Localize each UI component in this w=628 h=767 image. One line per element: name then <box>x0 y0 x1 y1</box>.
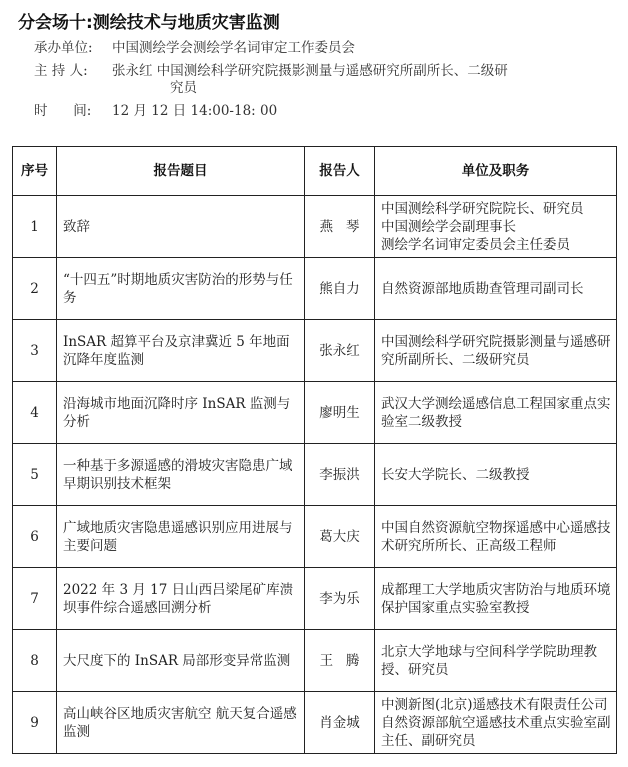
row-seq: 1 <box>13 196 57 258</box>
header-seq: 序号 <box>13 147 57 196</box>
row-seq: 7 <box>13 568 57 630</box>
table-row <box>13 568 617 630</box>
row-title: InSAR 超算平台及京津冀近 5 年地面沉降年度监测 <box>57 320 305 382</box>
row-seq: 4 <box>13 382 57 444</box>
time-line <box>34 103 278 120</box>
row-unit: 中国自然资源航空物探遥感中心遥感技术研究所所长、正高级工程师 <box>375 506 617 568</box>
table-row <box>13 320 617 382</box>
row-title: 一种基于多源遥感的滑坡灾害隐患广域早期识别技术框架 <box>57 444 305 506</box>
row-title: 高山峡谷区地质灾害航空 航天复合遥感监测 <box>57 692 305 754</box>
row-seq: 3 <box>13 320 57 382</box>
organizer-label: 承办单位: <box>34 40 93 56</box>
table-row <box>13 506 617 568</box>
row-title: 大尺度下的 InSAR 局部形变异常监测 <box>57 630 305 692</box>
table-header-row <box>13 147 617 196</box>
host-value-line1: 张永红 中国测绘科学研究院摄影测量与遥感研究所副所长、二级研 <box>112 63 508 79</box>
row-seq: 6 <box>13 506 57 568</box>
row-speaker: 燕 琴 <box>305 196 375 258</box>
row-speaker: 李为乐 <box>305 568 375 630</box>
table-row <box>13 630 617 692</box>
host-line <box>34 63 508 80</box>
organizer-line <box>34 40 355 57</box>
row-speaker: 廖明生 <box>305 382 375 444</box>
row-title: 2022 年 3 月 17 日山西吕梁尾矿库溃坝事件综合遥感回溯分析 <box>57 568 305 630</box>
time-value: 12 月 12 日 14:00-18: 00 <box>112 103 278 119</box>
row-unit: 自然资源部地质勘查管理司副司长 <box>375 258 617 320</box>
header-unit: 单位及职务 <box>375 147 617 196</box>
host-value-line2: 究员 <box>170 80 197 96</box>
row-speaker: 王 腾 <box>305 630 375 692</box>
page-title: 分会场十:测绘技术与地质灾害监测 <box>18 13 280 33</box>
table-row <box>13 692 617 754</box>
organizer-value: 中国测绘学会测绘学名词审定工作委员会 <box>112 40 355 56</box>
row-seq: 9 <box>13 692 57 754</box>
row-speaker: 李振洪 <box>305 444 375 506</box>
row-unit: 中国测绘科学研究院摄影测量与遥感研究所副所长、二级研究员 <box>375 320 617 382</box>
row-title: “十四五”时期地质灾害防治的形势与任务 <box>57 258 305 320</box>
row-unit: 北京大学地球与空间科学学院助理教授、研究员 <box>375 630 617 692</box>
table-row <box>13 258 617 320</box>
row-seq: 2 <box>13 258 57 320</box>
row-unit: 长安大学院长、二级教授 <box>375 444 617 506</box>
header-speaker: 报告人 <box>305 147 375 196</box>
row-title: 沿海城市地面沉降时序 InSAR 监测与分析 <box>57 382 305 444</box>
schedule-table <box>12 146 617 754</box>
row-unit: 成都理工大学地质灾害防治与地质环境保护国家重点实验室教授 <box>375 568 617 630</box>
table-row <box>13 444 617 506</box>
row-seq: 5 <box>13 444 57 506</box>
row-title: 致辞 <box>57 196 305 258</box>
row-speaker: 肖金城 <box>305 692 375 754</box>
row-title: 广域地质灾害隐患遥感识别应用进展与主要问题 <box>57 506 305 568</box>
row-speaker: 张永红 <box>305 320 375 382</box>
table-row <box>13 382 617 444</box>
header-title: 报告题目 <box>57 147 305 196</box>
table-row <box>13 196 617 258</box>
row-unit: 武汉大学测绘遥感信息工程国家重点实验室二级教授 <box>375 382 617 444</box>
row-unit: 中国测绘科学研究院院长、研究员 中国测绘学会副理事长 测绘学名词审定委员会主任委员 <box>375 196 617 258</box>
row-unit: 中测新图(北京)遥感技术有限责任公司自然资源部航空遥感技术重点实验室副主任、副研究员 <box>375 692 617 754</box>
time-label: 时 间: <box>34 103 92 119</box>
row-speaker: 葛大庆 <box>305 506 375 568</box>
host-label: 主 持 人: <box>34 63 88 79</box>
row-speaker: 熊自力 <box>305 258 375 320</box>
row-seq: 8 <box>13 630 57 692</box>
